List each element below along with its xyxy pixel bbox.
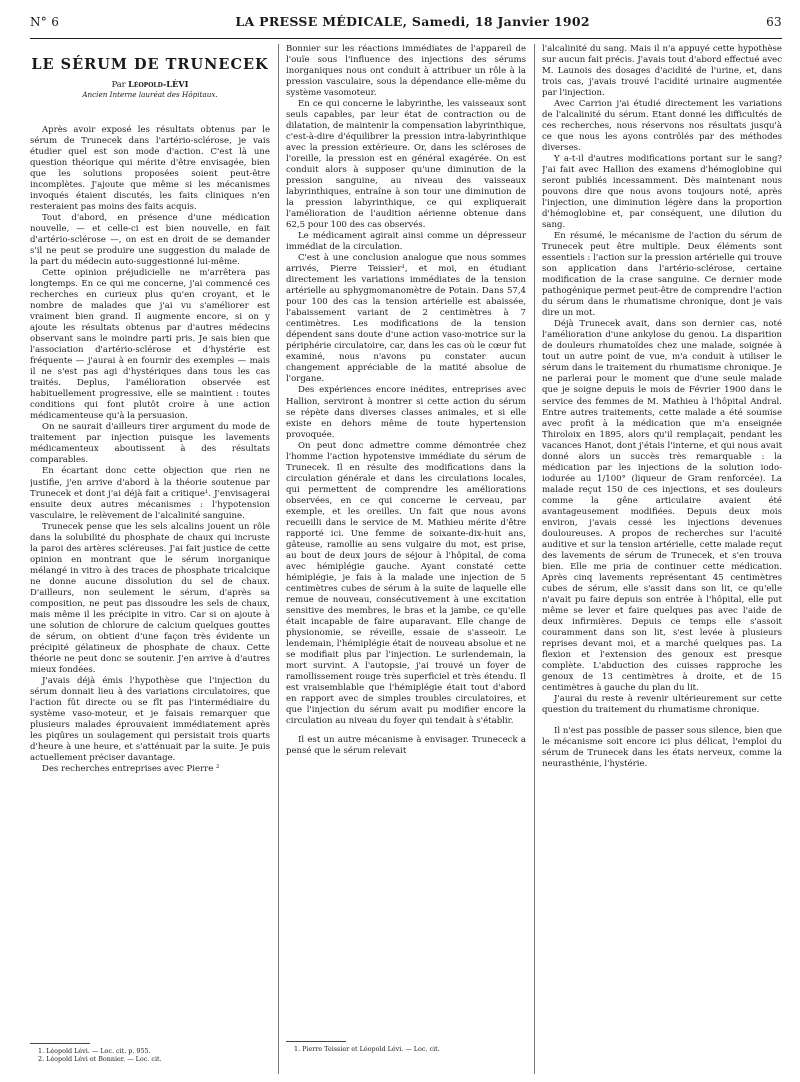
author-name: Léopold-LÉVI — [128, 79, 189, 89]
paragraph: Avec Carrion j'ai étudié directement les variations de l'alcalinité du sérum. Etant donné les difficultés de ces recherches, nous réservons nos résultats jusqu'à ce que nous les ayons contrôlés par des méthodes diverses. — [542, 99, 782, 154]
footnote-rule — [30, 1043, 90, 1044]
page-number: 63 — [766, 15, 782, 29]
paragraph: Tout d'abord, en présence d'une médication nouvelle, — et celle-ci est bien nouvelle, en fait d'artério-sclérose —, on est en droit de se demander s'il ne peut se produire une suggestion du malade de la part du médecin auto-suggestionné lui-même. — [30, 213, 270, 268]
footnotes — [286, 1031, 526, 1054]
footnote: 2. Léopold Lévi et Bonnier. — Loc. cit. — [38, 1055, 162, 1064]
paragraph: Il est un autre mécanisme à envisager. Trunececk a pensé que le sérum relevait — [286, 734, 526, 756]
issue-number: N° 6 — [30, 15, 60, 29]
paragraph: Le médicament agirait ainsi comme un dépresseur immédiat de la circulation. — [286, 231, 526, 253]
paragraph: Bonnier sur les réactions immédiates de l'appareil de l'ouïe sous l'influence des injections des sérums inorganiques nous ont conduit à attribuer un rôle à la pression vasculaire, sous la dépendance elle-même du système vasomoteur. — [286, 44, 526, 99]
footnote: 1. Léopold Lévi. — Loc. cit. p. 955. — [38, 1046, 151, 1055]
byline-prefix: Par — [111, 79, 126, 89]
article-byline — [30, 79, 270, 89]
paragraph: Des recherches entreprises avec Pierre ² — [42, 763, 220, 774]
paragraph: Trunecek pense que les sels alcalins jouent un rôle dans la solubilité du phosphate de chaux qui incruste la paroi des artères scléreuses. J'ai fait justice de cette opinion en montrant que le sérum inorganique mélangé in vitro à des traces de phosphate tricalcique ne donne aucune dissolution du sel de chaux. D'ailleurs, non seulement le sérum, d'après sa composition, ne peut pas dissoudre les sels de chaux, mais même il les précipite in vitro. Car si on ajoute à une solution de chlorure de calcium quelques gouttes de sérum, on obtient d'une façon très évidente un précipité gélatineux de phosphate de chaux. Cette théorie ne peut donc se soutenir. J'en arrive à d'autres mieux fondées. — [30, 521, 270, 675]
footnotes — [30, 1033, 270, 1064]
paragraph: En résumé, le mécanisme de l'action du sérum de Trunecek peut être multiple. Deux éléments sont essentiels : l'action sur la pression artérielle qui trouve son application dans l'artério-sclérose, certaine modification de la crase sanguine. Ce dernier mode pathogénique permet peut-être de comprendre l'action du sérum dans le rhumatisme chronique, dont je vais dire un mot. — [542, 231, 782, 319]
author-affiliation: Ancien Interne lauréat des Hôpitaux. — [82, 90, 218, 99]
paragraph: Des expériences encore inédites, entreprises avec Hallion, serviront à montrer si cette action du sérum se répète dans diverses classes animales, et si elle existe en dehors même de toute hypertension provoquée. — [286, 385, 526, 440]
column-rule — [278, 44, 279, 1074]
footnote: 1. Pierre Teissier et Léopold Lévi. — Loc. cit. — [294, 1045, 440, 1054]
paragraph: J'aurai du reste à revenir ultérieurement sur cette question du traitement du rhumatisme chronique. — [542, 693, 782, 715]
paragraph: Après avoir exposé les résultats obtenus par le sérum de Trunecek dans l'artério-sclérose, je vais étudier quel est son mode d'action. C'est là une question théorique qui mérite d'être envisagée, bien que les solutions proposées soient peut-être incomplètes. J'ajoute que même si les mécanismes invoqués étaient discutés, les faits cliniques n'en resteraient pas moins des faits acquis. — [30, 125, 270, 213]
newspaper-page — [30, 14, 782, 1074]
paragraph: Cette opinion préjudicielle ne m'arrêtera pas longtemps. En ce qui me concerne, j'ai commencé ces recherches en curieux plus qu'en croyant, et le nombre de malades que j'ai vu s'améliorer est vraiment bien grand. Il augmente encore, si on y ajoute les résultats obtenus par d'autres médecins observant sans le moindre parti pris. Je sais bien que l'association d'artério-sclérose et d'hystérie est fréquente — j'aurai à en fournir des exemples — mais il ne s'est pas agi d'hystériques dans tous les cas traités. Deplus, l'amélioration observée est habituellement progressive, elle se maintient : toutes conditions qui font plutôt croire à une action médicamenteuse qu'à la persuasion. — [30, 268, 270, 422]
paragraph: On peut donc admettre comme démontrée chez l'homme l'action hypotensive immédiate du sérum de Trunecek. Il en résulte des modifications dans la circulation générale et dans les circulations locales, qui permettent de comprendre les améliorations observées, en ce qui concerne le cerveau, par exemple, et les oreilles. Un fait que nous avons recueilli dans le service de M. Mathieu mérite d'être rapporté ici. Une femme de soixante-dix-huit ans, gâteuse, ramollie au sens vulgaire du mot, est prise, au bout de deux jours de séjour à l'hôpital, de coma avec hémiplégie gauche. Ayant constaté cette hémiplégie, je fais à la malade une injection de 5 centimètres cubes de sérum à la suite de laquelle elle remue de nouveau, consécutivement à une excitation sensitive des membres, le bras et la jambe, ce qu'elle était incapable de faire auparavant. Elle change de physionomie, se réveille, essaie de s'asseoir. Le lendemain, l'hémiplégie était de nouveau absolue et ne se modifiait plus par l'injection. Le surlendemain, la mort survint. A l'autopsie, j'ai trouvé un foyer de ramollissement rouge très superficiel et très étendu. Il est vraisemblable que l'hémiplégie était tout d'abord en rapport avec de simples troubles circulatoires, et que l'injection du sérum avait pu modifier encore la circulation au niveau du foyer qui tendait à s'établir. — [286, 440, 526, 726]
paragraph: l'alcalinité du sang. Mais il n'a appuyé cette hypothèse sur aucun fait précis. J'avais tout d'abord effectué avec M. Launois des dosages d'acidité de l'urine, et, dans trois cas, j'avais trouvé l'acidité urinaire augmentée par l'injection. — [542, 44, 782, 99]
paragraph: En écartant donc cette objection que rien ne justifie, j'en arrive d'abord à la théorie soutenue par Trunecek et dont j'ai déjà fait a critique¹. J'envisagerai ensuite deux autres mécanismes : l'hypotension vasculaire, le relèvement de l'alcalinité sanguine. — [30, 466, 270, 521]
column-2 — [286, 44, 526, 1074]
paragraph: En ce qui concerne le labyrinthe, les vaisseaux sont seuls capables, par leur état de contraction ou de dilatation, de maintenir la compensation labyrinthique, c'est-à-dire d'équilibrer la pression intra-labyrinthique avec la pression extérieure. Or, dans les scléroses de l'oreille, la pression est en général exagérée. On est conduit alors à supposer qu'une diminution de la pression sanguine, au niveau des vaisseaux labyrinthiques, entraîne à son tour une diminution de la pression labyrinthique, ce qui expliquerait l'amélioration de l'audition aérienne obtenue dans 62,5 pour 100 des cas observés. — [286, 99, 526, 231]
page-header — [30, 14, 782, 39]
paragraph: J'avais déjà émis l'hypothèse que l'injection du sérum donnait lieu à des variations circulatoires, que l'action fût directe ou se fît pas l'intermédiaire du système vaso-moteur, et je faisais remarquer que plusieurs malades éprouvaient immédiatement après les piqûres un soulagement qui persistait trois quarts d'heure à une heure, et s'atténuait par la suite. Je puis actuellement préciser davantage. — [30, 675, 270, 763]
paragraph: On ne saurait d'ailleurs tirer argument du mode de traitement par injection puisque les lavements médicamenteux aboutissent à des résultats comparables. — [30, 422, 270, 466]
column-1 — [30, 44, 270, 1074]
paragraph: Déjà Trunecek avait, dans son dernier cas, noté l'amélioration d'une ankylose du genou. La disparition de douleurs rhumatoïdes chez une malade, soignée à tout un autre point de vue, m'a conduit à utiliser le sérum dans le traitement du rhumatisme chronique. Je ne parlerai pour le moment que d'une seule malade que je soigne depuis le mois de Février 1900 dans le service des femmes de M. Mathieu à l'hôpital Andral. Entre autres traitements, cette malade a été soumise avec profit à la médication que m'a enseignée Thiroloix en 1895, alors qu'il remplaçait, pendant les vacances Hanot, dont j'étais l'interne, et qui nous avait donné alors un succès très remarquable : la médication par les injections de la solution iodo-iodurée au 1/100° (liqueur de Gram renforcée). La malade reçut 150 de ces injections, et ses douleurs comme la gêne articulaire avaient été avantageusement modifiées. Depuis deux mois environ, j'avais cessé les injections devenues douloureuses. A propos de recherches sur l'acuité auditive et sur la tension artérielle, cette malade reçut des lavements de sérum de Trunecek, et s'en trouva bien. Elle me pria de continuer cette médication. Après cinq lavements représentant 45 centimètres cubes de sérum, elle s'assit dans son lit, ce qu'elle n'avait pu faire depuis son entrée à l'hôpital, elle put même se lever et faire quelques pas avec l'aide de deux infirmières. Depuis ce temps elle s'assoit couramment dans son lit, s'est levée à plusieurs reprises devant moi, et a marché quelques pas. La flexion et l'extension des genoux est presque complète. L'abduction des cuisses rapproche les genoux de 13 centimètres à droite, et de 15 centimètres à gauche du plan du lit. — [542, 319, 782, 693]
journal-masthead: LA PRESSE MÉDICALE, Samedi, 18 Janvier 1902 — [235, 14, 590, 29]
footnote-rule — [286, 1041, 346, 1042]
column-rule — [534, 44, 535, 1074]
paragraph: C'est à une conclusion analogue que nous sommes arrivés, Pierre Teissier¹, et moi, en étudiant directement les variations immédiates de la tension artérielle au sphygmomanomètre de Potain. Dans 57,4 pour 100 des cas la tension artérielle est abaissée, l'abaissement variant de 2 centimètres à 7 centimètres. Les modifications de la tension dépendent sans doute d'une action vaso-motrice sur la périphérie circulatoire, car, dans les cas où le cœur fut examiné, nous n'avons pu constater aucun changement appréciable de la matité absolue de l'organe. — [286, 253, 526, 385]
article-columns — [30, 44, 782, 1074]
column-3 — [542, 44, 782, 1074]
paragraph: Y a-t-il d'autres modifications portant sur le sang? J'ai fait avec Hallion des examens d'hémoglobine qui seront publiés incessamment. Dès maintenant nous pouvons dire que nous avons toujours noté, après l'injection, une diminution légère dans la proportion d'hémoglobine et, par conséquent, une dilution du sang. — [542, 154, 782, 231]
paragraph: Il n'est pas possible de passer sous silence, bien que le mécanisme soit encore ici plus délicat, l'emploi du sérum de Trunecek dans les états nerveux, comme la neurasthénie, l'hystérie. — [542, 725, 782, 769]
article-title: LE SÉRUM DE TRUNECEK — [31, 56, 269, 73]
